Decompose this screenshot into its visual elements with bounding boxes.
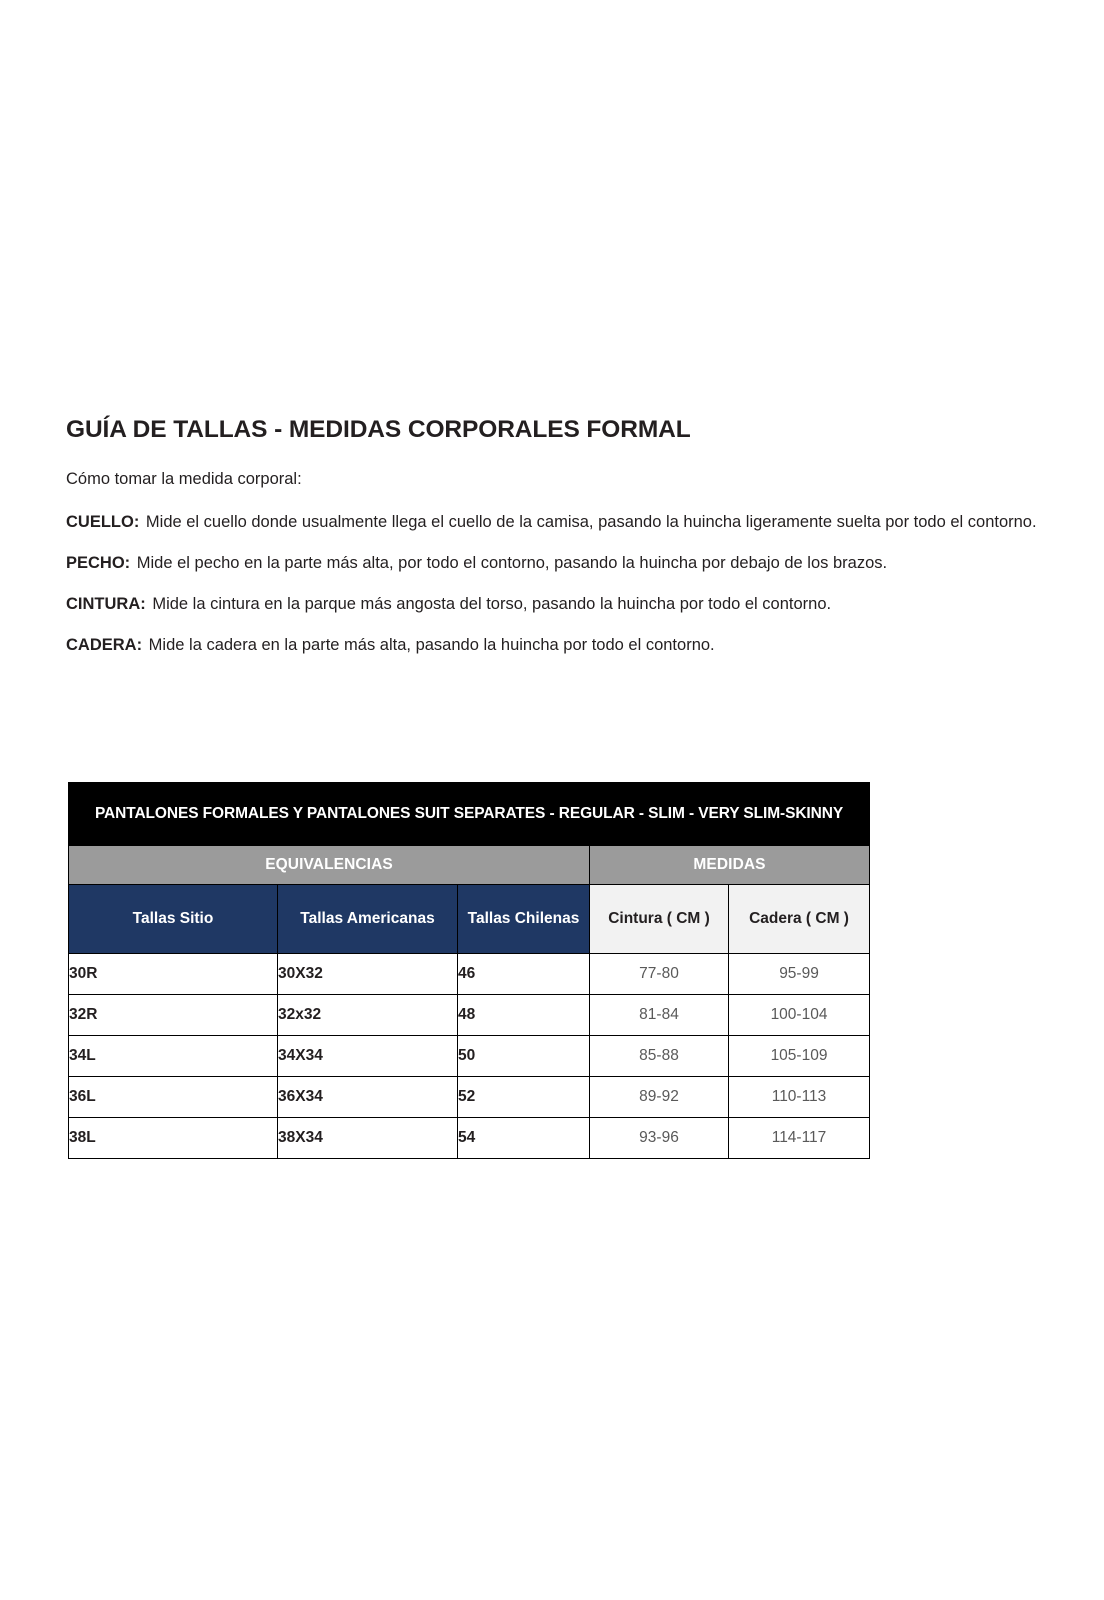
- measurement-cadera-label: CADERA:: [66, 635, 143, 654]
- measurement-pecho: [66, 552, 1038, 575]
- cell-tallas-chilenas: 52: [458, 1077, 590, 1118]
- cell-cintura: 77-80: [590, 954, 729, 995]
- group-header-medidas: MEDIDAS: [590, 846, 870, 885]
- cell-tallas-chilenas: 46: [458, 954, 590, 995]
- cell-tallas-sitio: 32R: [69, 995, 278, 1036]
- cell-cintura: 93-96: [590, 1118, 729, 1159]
- column-header-tallas-chilenas: Tallas Chilenas: [458, 885, 590, 954]
- table-row: [69, 1118, 870, 1159]
- cell-cintura: 85-88: [590, 1036, 729, 1077]
- cell-tallas-chilenas: 48: [458, 995, 590, 1036]
- table-title: PANTALONES FORMALES Y PANTALONES SUIT SEPARATES - REGULAR - SLIM - VERY SLIM-SKINNY: [69, 783, 870, 846]
- size-chart-table: [68, 782, 870, 1159]
- intro-text: Cómo tomar la medida corporal:: [66, 470, 302, 489]
- cell-tallas-americanas: 30X32: [278, 954, 458, 995]
- cell-tallas-sitio: 36L: [69, 1077, 278, 1118]
- cell-cadera: 95-99: [729, 954, 870, 995]
- cell-tallas-sitio: 30R: [69, 954, 278, 995]
- column-header-cintura: Cintura ( CM ): [590, 885, 729, 954]
- table-row: [69, 1077, 870, 1118]
- cell-tallas-americanas: 32x32: [278, 995, 458, 1036]
- cell-tallas-americanas: 36X34: [278, 1077, 458, 1118]
- cell-cadera: 114-117: [729, 1118, 870, 1159]
- cell-cintura: 89-92: [590, 1077, 729, 1118]
- cell-cintura: 81-84: [590, 995, 729, 1036]
- cell-tallas-chilenas: 54: [458, 1118, 590, 1159]
- guide-text-block: [66, 415, 1038, 675]
- measurement-pecho-text: Mide el pecho en la parte más alta, por todo el contorno, pasando la huincha por debajo de los brazos.: [132, 553, 888, 572]
- cell-tallas-americanas: 34X34: [278, 1036, 458, 1077]
- cell-cadera: 110-113: [729, 1077, 870, 1118]
- cell-tallas-americanas: 38X34: [278, 1118, 458, 1159]
- measurement-cintura-text: Mide la cintura en la parque más angosta del torso, pasando la huincha por todo el contorno.: [147, 594, 832, 613]
- measurement-cadera-text: Mide la cadera en la parte más alta, pasando la huincha por todo el contorno.: [144, 635, 715, 654]
- page-title: GUÍA DE TALLAS - MEDIDAS CORPORALES FORMAL: [66, 416, 691, 443]
- table-row: [69, 954, 870, 995]
- column-header-cadera: Cadera ( CM ): [729, 885, 870, 954]
- measurement-cuello-text: Mide el cuello donde usualmente llega el cuello de la camisa, pasando la huincha ligeramente suelta por todo el contorno.: [141, 512, 1037, 531]
- measurement-cuello-label: CUELLO:: [66, 512, 140, 531]
- measurement-cuello: [66, 511, 1038, 534]
- measurement-cintura-label: CINTURA:: [66, 594, 146, 613]
- measurement-pecho-label: PECHO:: [66, 553, 131, 572]
- column-header-tallas-sitio: Tallas Sitio: [69, 885, 278, 954]
- measurement-cadera: [66, 634, 1038, 657]
- cell-cadera: 100-104: [729, 995, 870, 1036]
- cell-tallas-sitio: 34L: [69, 1036, 278, 1077]
- cell-tallas-chilenas: 50: [458, 1036, 590, 1077]
- table-group-header-row: [69, 846, 870, 885]
- table-title-row: [69, 783, 870, 846]
- table-row: [69, 995, 870, 1036]
- measurement-cintura: [66, 593, 1038, 616]
- column-header-tallas-americanas: Tallas Americanas: [278, 885, 458, 954]
- group-header-equivalencias: EQUIVALENCIAS: [69, 846, 590, 885]
- table-row: [69, 1036, 870, 1077]
- table-column-header-row: [69, 885, 870, 954]
- cell-tallas-sitio: 38L: [69, 1118, 278, 1159]
- cell-cadera: 105-109: [729, 1036, 870, 1077]
